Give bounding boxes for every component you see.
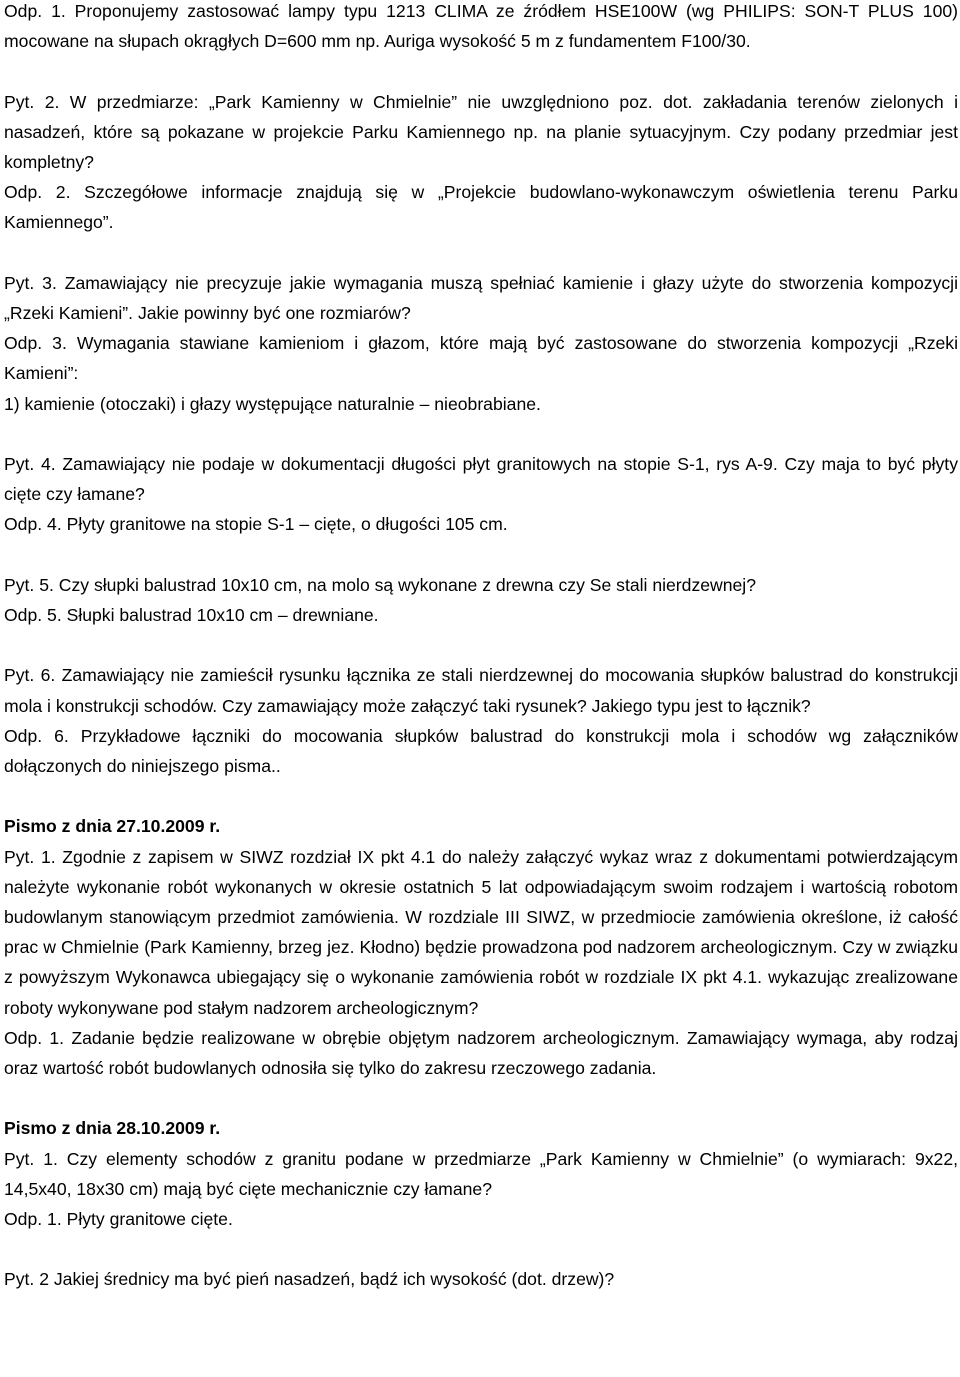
answer-5-paragraph: Odp. 5. Słupki balustrad 10x10 cm – drewniane.: [4, 605, 379, 625]
letter-28-10-question-2: Pyt. 2 Jakiej średnicy ma być pień nasadzeń, bądź ich wysokość (dot. drzew)?: [4, 1269, 615, 1290]
letter-28-10-answer-1: Odp. 1. Płyty granitowe cięte.: [4, 1209, 233, 1230]
question-6-paragraph: Pyt. 6. Zamawiający nie zamieścił rysunku łącznika ze stali nierdzewnej do mocowania słupków balustrad do konstrukcji mola i konstrukcji schodów. Czy zamawiający może załączyć taki rysunek? Jakiego typu jest to łącznik?: [4, 665, 958, 716]
answer-4-paragraph: Odp. 4. Płyty granitowe na stopie S-1 – cięte, o długości 105 cm.: [4, 514, 508, 535]
spacer: [4, 540, 958, 570]
spacer: [4, 630, 958, 660]
question-2-paragraph: Pyt. 2. W przedmiarze: „Park Kamienny w Chmielnie” nie uwzględniono poz. dot. zakładania terenów zielonych i nasadzeń, które są pokazane w projekcie Parku Kamiennego np. na planie sytuacyjnym. Czy podany przedmiar jest kompletny?: [4, 91, 958, 172]
letter-27-10-question-1: Pyt. 1. Zgodnie z zapisem w SIWZ rozdział IX pkt 4.1 do należy załączyć wykaz wraz z dokumentami potwierdzającym należyte wykonanie robót wykonanych w okresie ostatnich 5 lat odpowiadającym swoim rodzajem i wartością robotom budowlanym stanowiącym przedmiot zamówienia. W rozdziale III SIWZ, w przedmiocie zamówienia określone, iż całość prac w Chmielnie (Park Kamienny, brzeg jez. Kłodno) będzie prowadzona pod nadzorem archeologicznym. Czy w związku z powyższym Wykonawca ubiegający się o wykonanie zamówienia robót w rozdziale IX pkt 4.1. wykazując zrealizowane roboty wykonywane pod stałym nadzorem archeologicznym?: [4, 846, 958, 1018]
letter-27-10-answer-1: Odp. 1. Zadanie będzie realizowane w obrębie objętym nadzorem archeologicznym. Zamawiający wymaga, aby rodzaj oraz wartość robót budowlanych odnosiła się tylko do zakresu rzeczowego zadania.: [4, 1027, 958, 1079]
spacer: [4, 238, 958, 268]
question-4-paragraph: Pyt. 4. Zamawiający nie podaje w dokumentacji długości płyt granitowych na stopie S-1, rys A-9. Czy maja to być płyty cięte czy łamane?: [4, 454, 958, 505]
answer-2-paragraph: Odp. 2. Szczegółowe informacje znajdują się w „Projekcie budowlano-wykonawczym oświetlenia terenu Parku Kamiennego”.: [4, 182, 958, 233]
spacer: [4, 1083, 958, 1113]
answer-1-paragraph: Odp. 1. Proponujemy zastosować lampy typu 1213 CLIMA ze źródłem HSE100W (wg PHILIPS: SON-T PLUS 100) mocowane na słupach okrągłych D=600 mm np. Auriga wysokość 5 m z fundamentem F100/30.: [4, 1, 958, 52]
spacer: [4, 56, 958, 86]
spacer: [4, 419, 958, 449]
spacer: [4, 1234, 958, 1264]
spacer: [4, 781, 958, 811]
answer-6-paragraph: Odp. 6. Przykładowe łączniki do mocowania słupków balustrad do konstrukcji mola i schodów wg załączników dołączonych do niniejszego pisma..: [4, 725, 958, 776]
letter-28-10-question-1: Pyt. 1. Czy elementy schodów z granitu podane w przedmiarze „Park Kamienny w Chmielnie” (o wymiarach: 9x22, 14,5x40, 18x30 cm) mają być cięte mechanicznie czy łamane?: [4, 1148, 958, 1199]
answer-3-list-item: 1) kamienie (otoczaki) i głazy występujące naturalnie – nieobrabiane.: [4, 393, 541, 414]
question-5-paragraph: Pyt. 5. Czy słupki balustrad 10x10 cm, na molo są wykonane z drewna czy Se stali nierdzewnej?: [4, 574, 757, 595]
letter-heading-28-10: Pismo z dnia 28.10.2009 r.: [4, 1118, 221, 1139]
answer-3-paragraph: Odp. 3. Wymagania stawiane kamieniom i głazom, które mają być zastosowane do stworzenia kompozycji „Rzeki Kamieni”:: [4, 333, 958, 384]
letter-heading-27-10: Pismo z dnia 27.10.2009 r.: [4, 816, 221, 837]
question-3-paragraph: Pyt. 3. Zamawiający nie precyzuje jakie wymagania muszą spełniać kamienie i głazy użyte do stworzenia kompozycji „Rzeki Kamieni”. Jakie powinny być one rozmiarów?: [4, 272, 958, 323]
